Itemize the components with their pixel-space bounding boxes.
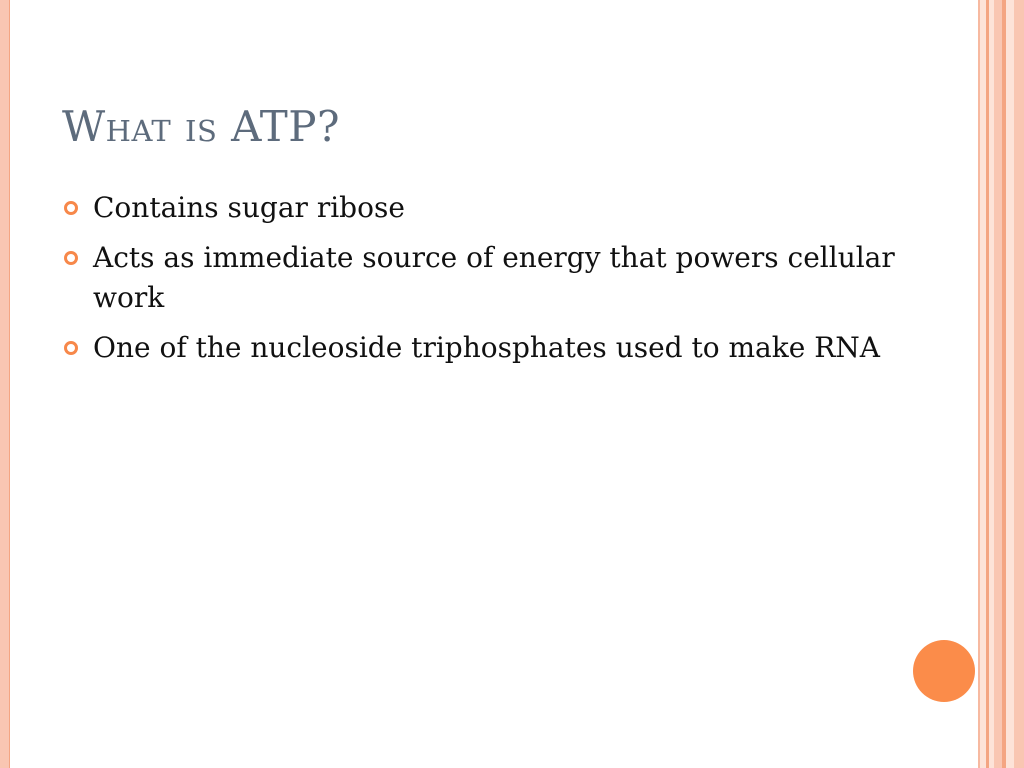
left-border-decoration: [0, 0, 10, 768]
bullet-item: [62, 328, 922, 368]
orange-circle-decoration: [913, 640, 975, 702]
ring-bullet-icon: [64, 341, 78, 355]
slide-title: What is ATP?: [62, 102, 341, 151]
ring-bullet-icon: [64, 201, 78, 215]
bullet-text: Acts as immediate source of energy that powers cellular work: [93, 241, 895, 314]
ring-bullet-icon: [64, 251, 78, 265]
bullet-list: [62, 188, 922, 378]
bullet-item: [62, 188, 922, 228]
bullet-text: Contains sugar ribose: [93, 191, 405, 224]
bullet-item: [62, 238, 922, 318]
right-stripes-decoration: [978, 0, 1024, 768]
bullet-text: One of the nucleoside triphosphates used to make RNA: [93, 331, 880, 364]
